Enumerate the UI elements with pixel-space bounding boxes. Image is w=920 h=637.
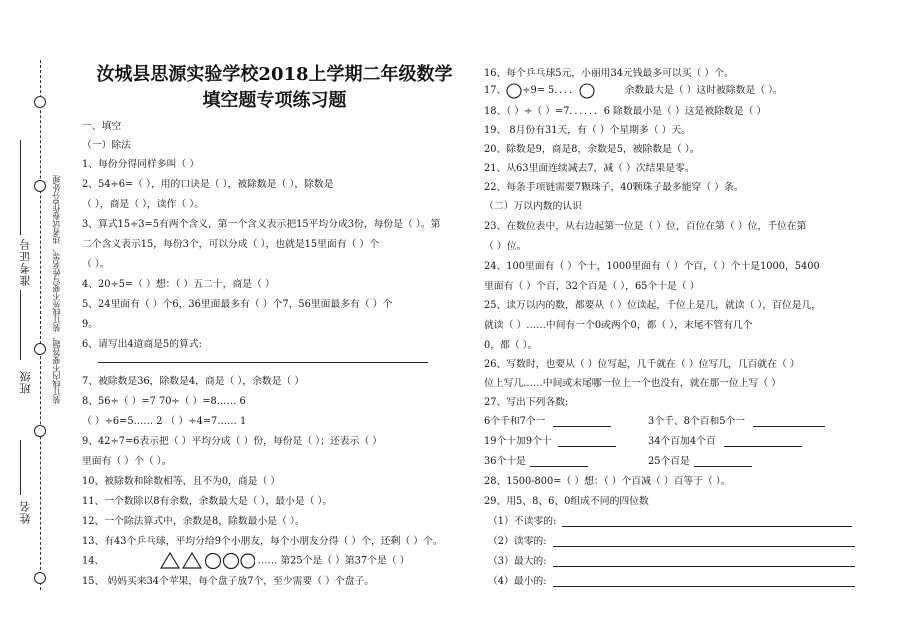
blank-circle-icon — [579, 83, 595, 99]
question-29-4 — [488, 573, 855, 587]
item-label: （4）最小的: — [488, 576, 547, 587]
question-17-expr: ÷9= 5．．．． — [522, 85, 579, 96]
question-27-a — [484, 413, 611, 427]
item-label: 34个百加4个百 — [648, 436, 716, 447]
item-label: 36个十是 — [484, 456, 526, 467]
circle-icon — [223, 554, 238, 569]
question-14 — [82, 552, 410, 570]
question-16: 16、每个乒乓球5元，小丽用34元钱最多可以买（ ）个。 — [484, 68, 734, 79]
question-27-f — [648, 453, 752, 467]
circle-icon — [205, 554, 220, 569]
subsection-heading: （一）除法 — [82, 140, 131, 151]
binding-warning: 装订线内不要答题，装订线外不要写姓名等，违者试卷作0分处理 — [52, 175, 61, 405]
section-heading: 一、填空 — [82, 121, 122, 132]
answer-line — [98, 362, 428, 363]
question-24: 24、100里面有（ ）个十，1000里面有（ ）个百，（ ）个十是1000，5400 — [484, 261, 820, 272]
question-8-cont: （ ）÷6=5…… 2 （ ）÷4=7…… 1 — [82, 416, 247, 427]
item-label: 6个千和7个一 — [484, 416, 546, 427]
binding-hole-icon — [34, 343, 46, 355]
question-25-cont: 就读（ ）……中间有一个0或两个0，都（ ），末尾不管有几个 — [484, 320, 753, 331]
item-label: （2）读零的: — [488, 536, 547, 547]
question-27-d — [648, 433, 802, 447]
question-14-text: 第25个是（ ）第37个是（ ） — [280, 555, 410, 567]
left-column — [82, 62, 477, 114]
question-1: 1、每份分得同样多叫（ ） — [82, 159, 200, 170]
question-9: 9、42÷7=6表示把（ ）平均分成（ ）份，每份是（ ）；还表示（ ） — [82, 436, 383, 447]
question-5-cont: 9。 — [82, 319, 99, 330]
page-title: 汝城县思源实验学校2018上学期二年级数学 — [96, 64, 453, 85]
binding-hole-icon — [34, 180, 46, 192]
binding-margin — [0, 0, 80, 637]
question-17-text: 余数最大是（ ）这时被除数是（ ）。 — [624, 85, 783, 96]
question-26: 26、写数时，也要从（ ）位写起，几千就在（ ）位写几，几百就在（ ） — [484, 359, 800, 370]
name-label: 姓名 — [19, 500, 32, 524]
question-29-3 — [488, 553, 855, 567]
question-2: 2、54÷6=（ ），用的口诀是（ ），被除数是（ ），除数是 — [82, 179, 334, 190]
question-5: 5、24里面有（ ）个6，36里面最多有（ ）个7，56里面最多有（ ）个 — [82, 299, 393, 310]
item-label: （1）不读零的: — [488, 516, 557, 527]
question-17-label: 17、 — [484, 85, 507, 96]
binding-dashed-line — [40, 60, 41, 590]
class-line — [20, 290, 21, 360]
binding-hole-icon — [34, 96, 46, 108]
item-label: 19个十加9个十 — [484, 436, 552, 447]
question-8: 8、56÷（ ）=7 70÷（ ）=8…… 6 — [82, 396, 246, 407]
question-21: 21、从63里面连续减去7，减（ ）次结果是零。 — [484, 163, 695, 174]
question-6: 6、请写出4道商是5的算式: — [82, 339, 202, 350]
question-18: 18、（ ）÷（ ）=7．．．．．．6 除数最小是（ ）这是被除数是（ ） — [484, 106, 767, 117]
item-label: 25个百是 — [648, 456, 690, 467]
blank-circle-icon — [506, 83, 522, 99]
question-3: 3、算式15÷3=5有两个含义，第一个含义表示把15平均分成3份，每份是（ ）。第 — [82, 219, 441, 230]
triangle-icon — [183, 553, 201, 568]
question-26-cont: 位上写几……中间或末尾哪一位上一个也没有，就在那一位上写（ ） — [484, 378, 782, 389]
question-10: 10、被除数和除数相等，且不为0，商是（ ） — [82, 476, 281, 487]
question-27: 27、写出下列各数: — [484, 397, 569, 408]
exam-no-label: 准考证号 — [19, 238, 32, 286]
question-22: 22、每条手项链需要7颗珠子，40颗珠子最多能穿（ ）条。 — [484, 182, 744, 193]
triangle-icon — [161, 553, 179, 568]
question-11: 11、一个数除以8有余数，余数最大是（ ），最小是（ ）。 — [82, 496, 333, 507]
question-25: 25、读万以内的数，都要从（ ）位读起，千位上是几，就读（ ），百位是几， — [484, 300, 822, 311]
shape-sequence-icon — [159, 552, 255, 570]
question-9-cont: 里面有（ ）个（ ）。 — [82, 456, 172, 467]
question-23-cont: （ ）位。 — [484, 241, 527, 252]
question-27-b — [648, 413, 825, 427]
question-20: 20、除数是9，商是8，余数是5，被除数是（ ）。 — [484, 144, 700, 155]
question-17 — [484, 82, 783, 99]
question-13: 13、有43个乒乓球，平均分给9个小朋友，每个小朋友分得（ ）个，还剩（ ）个。 — [82, 536, 443, 547]
class-label: 班级 — [19, 370, 32, 394]
question-24-cont: 里面有（ ）个百，32个百是（ ），65个十是（ ） — [484, 281, 700, 292]
question-29-1 — [488, 513, 852, 527]
question-15: 15、 妈妈买来34个苹果，每个盘子放7个，至少需要（ ）个盘子。 — [82, 576, 375, 587]
question-7: 7、被除数是36，除数是4，商是（ ），余数是（ ） — [82, 376, 305, 387]
exam-no-line — [20, 140, 21, 235]
name-line — [20, 440, 21, 495]
question-27-e — [484, 453, 588, 467]
binding-hole-icon — [34, 425, 46, 437]
item-label: （3）最大的: — [488, 556, 547, 567]
question-25-cont: 0，都（ ）。 — [484, 340, 538, 351]
question-14-dots: …… — [257, 555, 278, 567]
item-label: 3个千、8个百和5个一 — [648, 416, 746, 427]
question-23: 23、在数位表中，从右边起第一位是（ ）位，百位在第（ ）位，千位在第 — [484, 221, 807, 232]
question-19: 19、 8月份有31天，有（ ）个星期多（ ）天。 — [484, 125, 692, 136]
question-27-c — [484, 433, 616, 447]
page-subtitle: 填空题专项练习题 — [202, 90, 347, 111]
question-29: 29、用5、8、6、0组成不同的四位数 — [484, 496, 649, 507]
question-28: 28、1500-800=（ ）想：（ ）个百减（ ）百等于（ ）。 — [484, 476, 731, 487]
question-12: 12、一个除法算式中，余数是8，除数最小是（ ）。 — [82, 516, 305, 527]
circle-icon — [241, 554, 255, 568]
question-29-2 — [488, 533, 855, 547]
binding-hole-icon — [34, 572, 46, 584]
question-3-cont: 二个含义表示15，每份3个，可以分成（ ），也就是15里面有（ ）个 — [82, 239, 380, 250]
question-4: 4、20÷5=（ ）想：（ ）五二十，商是（ ） — [82, 279, 275, 290]
subsection-heading: （二）万以内数的认识 — [484, 201, 582, 212]
question-14-label: 14、 — [82, 555, 105, 567]
question-2-cont: （ ），商是（ ），读作（ ）。 — [82, 199, 205, 210]
question-3-cont: （ ）。 — [82, 259, 110, 270]
